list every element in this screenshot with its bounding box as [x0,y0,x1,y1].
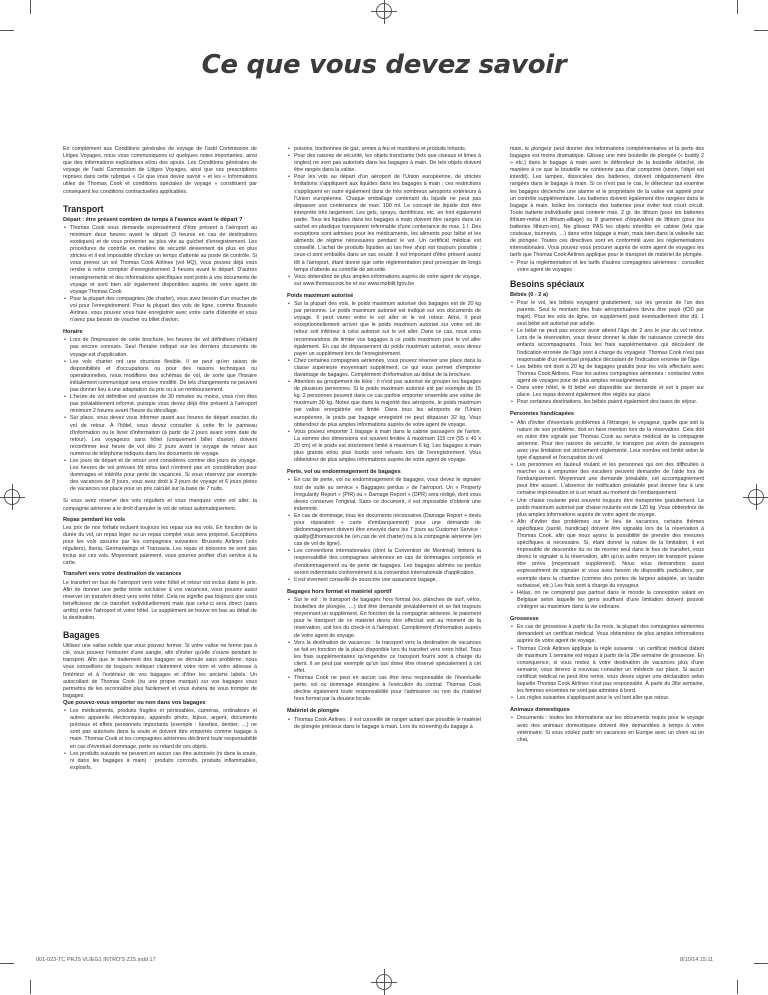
column-3 [510,146,704,749]
list-item: • Vous obtiendrez de plus amples informations auprès de votre agent de voyage, sur www.thomascook.be et sur www.mobilit fgov.be [294,274,481,288]
crop-mark [754,963,768,964]
list-item: • En cas de grossesse à partir du 6e mois, la plupart des compagnies aériennes demandent un certificat médical. Vous obtiendrez de plus amples informations auprès de votre agent de voyage. [517,624,704,645]
subheading-grossesse: Grossesse [510,616,539,623]
list-item: • Il est vivement conseillé de souscrire une assurance bagage. [294,577,481,584]
list-item: • Hélas, on ne comprend pas partout dans le monde la conception valant en Belgique selon laquelle les gens souffrant d'une limitation doivent pouvoir s'intégrer au maximum dans la vie ordinaire. [517,590,704,611]
list-item: • Pour certaines destinations, les bébés paient également des taxes de séjour. [517,399,704,406]
list-horaire [63,337,257,493]
list-item: • Les vols charter ont une structure flexible. Il se peut qu'en raison de disponibilités et d'occupations ou pour des raisons techniques ou opérationnelles, nous modifions des schémas de vol, de sorte que l'horaire initialement communiqué sera encore modifié. De tels changements ne peuvent pas donner lieu à une adaptation du prix ou à un remboursement. [70,359,257,394]
list-item: • Les jours de départ et de retour sont considérés comme des jours de voyage. Les heures de vol prévues tôt et/ou tard n'entrent pas en considération pour dommages et intérêts pour perte de vacances. Si vous réservez par exemple des vacances de 8 jours, vous avez droit à 2 jours de voyage et 6 jours pleins de vacances sur place pour un prix calculé sur la base de 7 nuits. [70,458,257,493]
paragraph-transfert: Le transfert en bus de l'aéroport vers votre hôtel et retour est inclus dans le prix. Afin de donner une petite teinte exclusive à vos vacances, vous pouvez aussi réserver un transfert direct vers votre hôtel. Cela ne signifie pas toujours que vous bénéficierez de ce transfert individuellement mais que celui-ci sera direct (sans arrêts) entre l'aéroport et votre hôtel. Le supplément se trouve en bas au détail de la destination. [63,579,257,622]
subheading-animaux: Animaux domestiques [510,707,570,714]
list-item: • Lors de l'impression de cette brochure, les heures de vol définitives n'étaient pas encore connues. Seul l'horaire indiqué sur les derniers documents de voyage est d'application. [70,337,257,358]
intro-paragraph: En complément aux Conditions générales de voyage de l'asbl Commission de Litiges Voyages, nous vous communiquons ici quelques notes importantes, ainsi que des informations explicatives et/ou des ajouts. Les Conditions générales de voyage de l'asbl Commission de Litiges Voyages, ainsi que ces prescriptions reprises dans cette rubrique « Ce que vous devez savoir » et les « Informations utiles de Thomas Cook et conditions spéciales de voyage » constituent par conséquent les conditions contractuelles applicables. [63,146,257,195]
list-item: • Dans votre hôtel, le lit bébé est disponible sur demande et est à payer sur place. Les repas doivent également être réglés sur place. [517,385,704,399]
subheading-emporter: Que pouvez-vous emporter ou non dans vos bagages [63,699,206,706]
list-item: • En cas de dommage, tous les documents nécessaires (Damage Report + devis pour réparation + carte d'embarquement) pour une demande de dédommagement doivent être envoyés dans les 7 jours au Customer Service : quality@thomascook.be (en cas de vol charter) ou à la compagnie aérienne (en cas de vol de ligne). [294,513,481,548]
list-depart [63,225,257,324]
footer-filename: 001-023-TC PRJS VLIEG1 INTRO'S Z15.indd 17 [36,957,156,963]
subheading-bebes: Bébés (0 - 2 a) [510,291,548,298]
subheading-transfert: Transfert vers votre destination de vacances [63,571,182,578]
list-reglementation [510,260,704,274]
list-item: • Les produits suivants ne peuvent en aucun cas être autorisés (ni dans la soute, ni dans les bagages à main) : produits corrosifs, produits inflammables, explosifs, [70,751,257,772]
subheading-poids: Poids maximum autorisé [287,292,354,299]
list-item: • En cas de perte, vol ou endommagement de bagages, vous devez le signaler tout de suite au service « Baggages perdus » de l'aéroport. Un « Property Irregularity Report » (PIR) ou « Damage Report » (DPR) sera rédigé, dont vous devez conserver l'original. Sans ce document, il est impossible d'obtenir une indemnité. [294,477,481,512]
column-2 [287,146,481,736]
list-item: • Une chaise roulante peut souvent toujours être transportée gratuitement. Le poids maximum autorisé par chaise roulante est de 120 kg. Vous obtiendrez de plus amples informations auprès de votre agent de voyage. [517,498,704,519]
column-1 [63,146,257,777]
paragraph-repas: Les prix de nos forfaits incluent toujours les repas sur les vols. En fonction de la durée du vol, un repas léger ou un repas complet vous sera proposé. Exceptions pour les vols assurés par les compagnies suivantes: Brussels Airlines (vols réguliers), Iberia, Germanwings et Transavia. Les repas et boissons ne sont pas inclus sur ces vols. Moyennant paiement, vous pourrez profiter d'un service à la carte. [63,524,257,567]
list-hors-format [287,597,481,703]
list-item: • Vous pouvez emporter 1 bagage à main dans la cabine passagers de l'avion. La somme des dimensions est souvent limitée à maximum 115 cm (55 x 40 x 20 cm) et le poids est strictement limité à maximum 6 kg. Les bagages à main plus grands et/ou plus lourds sont refusés lors de l'enregistrement. Vous obtiendrez de plus amples informations auprès de votre agent de voyage. [294,429,481,464]
crop-mark [754,30,768,31]
list-item: • poisons, bonbonnes de gaz, armes à feu et munitions et produits irritants. [294,146,481,153]
crop-mark [30,0,31,14]
registration-mark-right [748,489,764,505]
list-item: • Les bébés ont droit à 20 kg de bagages gratuits pour les vols effectués avec Thomas Cook Airlines. Pour les autres compagnies aériennes : contactez votre agent de voyages pour de plus amples renseignements. [517,364,704,385]
list-bebes [510,300,704,406]
list-item: • Thomas Cook Airlines applique la règle suivante : un certificat médical datant de maximum 1 semaine est requis à partir de la 28e semaine de grossesse. En conséquence, si vous restez à votre destination de vacances plus d'une semaine, vous devrez à nouveau consulter un médecin sur place. Si aucun certificat médical ne peut être remis, vous devez signer une déclaration selon laquelle Thomas Cook Airlines n'est pas responsable. À partir du 36e semaine, les femmes enceintes ne sont pas admises à bord. [517,646,704,696]
list-poids [287,301,481,464]
list-animaux [510,715,704,743]
subheading-repas: Repas pendant les vols [63,516,126,523]
subheading-hors-format: Bagages hors format et matériel sportif [287,588,392,595]
subheading-depart: Départ : être présent combien de temps à l'avance avant le départ ? [63,216,243,223]
list-item: • Pour la plupart des compagnies (de charter), vous avez besoin d'un voucher de vol pour l'enregistrement. Pour la plupart des vols de ligne, comme Brussels Airlines, vous pouvez vous faire enregistrer avec votre carte d'identité et vous n'avez pas besoin de voucher ou billet d'avion. [70,296,257,324]
paragraph-bagages: Utilisez une valise solide que vous pouvez fermer. Si votre valise ne ferme pas à clé, vous pouvez l'entourer d'une sangle, afin d'éviter qu'elle s'ouvre pendant le transport. Afin que le traitement des bagages se déroule sans problème, nous vous conseillons de toujours indiquer clairement votre nom et votre adresse à l'intérieur et à l'extérieur de vos bagages et d'ôter les anciens labels. Un autocollant de Thomas Cook (ou une propre marque) sur vos bagages vous permettra de les reconnaître plus facilement et vous évitera de vous tromper de bagages. [63,643,257,699]
list-grossesse [510,624,704,702]
list-item: • Pour des raisons de sécurité, les objets tranchants (tels que ciseaux et limes à ongles) ne sont pas autorisés dans les bagages à main. De tels objets doivent être rangés dans la valise. [294,153,481,174]
list-item: • Vers la destination de vacances : le transport vers la destination de vacances se fait en fonction de la place disponible lors du transfert vers votre hôtel. Tous les frais supplémentaires qu'engendre ce transport fourni sont à charge du client. Il se peut par exemple qu'un taxi doive être réservé spécialement à cet effet. [294,640,481,675]
crop-mark [737,0,738,14]
list-item: • Afin d'éviter d'éventuels problèmes à l'étranger, le voyageur, quelle que soit la nature de son problème, doit en faire mention lors de la réservation. Cela doit en outre être signalé par Thomas Cook au service médical de la compagnie aérienne. Pour des raisons de sécurité, le transport par avion de passagers avec une limitation est strictement réglementé. Leur nombre est limité selon le type d'appareil et l'occupation du vol. [517,420,704,463]
list-item: • Le bébé ne peut pas encore avoir atteint l'âge de 2 ans le jour du vol retour. Lors de la réservation, vous devez donner la date de naissance correcte des enfants accompagnants. Tous les frais supplémentaires qui découlent de l'indication erronée de l'âge sont à charge du voyageur. Thomas Cook n'est pas responsable d'un éventuel préjudice découlant de l'indication erronée de l'âge. [517,328,704,363]
paragraph-annulation: Si vous avez réservé des vols réguliers et vous manquez votre vol aller, la compagnie aérienne a le droit d'annuler le vol de retour automatiquement. [63,498,257,512]
list-item: • Documents : toutes les informations sur les documents requis pour le voyage avec des animaux domestiques doivent être demandées à temps à votre vétérinaire. Si vous voulez partir en vacances en Europe avec un chien ou un chat, [517,715,704,743]
list-restrictions [287,146,481,288]
list-item: • L'heure de vol définitive est avancée de 30 minutes ou moins, vous n'en êtes pas préalablement informé, puisque vous devez déjà être présent à l'aéroport minimum 2 heures avant l'heure du décollage. [70,394,257,415]
registration-mark-left [4,489,20,505]
paragraph-plongee-suite: main, le plongeur peut donner des informations complémentaires et la perte des bagages est moins dramatique. Glissez une mini bouteille de plongée (« buddy 2 » etc.) dans le bagage à main avec le détendeur de la bouteille détaché, de manière à ce que la bouteille ne contienne pas d'air comprimé (sinon, l'objet est interdit). Les lampes, dissociées des batteries, doivent obligatoirement être rangées dans le bagage à main. Si ce n'est pas le cas, le détecteur qui examine les bagages déclenche une alarme et le propriétaire de la valise est appelé pour un contrôle supplémentaire. Les batteries doivent également être rangées dans le bagage à main. Isolez les contacts des batteries pour éviter tout court circuit. Toute batterie individuelle peut contenir max. 2 gr. de lithium (pour les batteries lithium-métal et lithium-alliage) ou 8 grammes d'équivalent de lithium (pour les batteries lithium-ion). Ne glissez PAS les objets interdits en cabine (tels que couteaux, tournevis, …) dans votre bagage à main, mais bien dans la valise/le sac de plongée. Toutes ces directives sont en conformité avec les réglementations internationales. Vous pouvez vous procurer auprès de votre agent de voyages les tarifs que Thomas Cook Airlines applique pour le transport de matériel de plongée. [510,146,704,259]
subheading-handicapees: Personnes handicapées [510,411,575,418]
list-perte [287,477,481,583]
registration-mark-top [376,3,392,19]
section-heading-besoins: Besoins spéciaux [510,278,585,289]
list-item: • Les médicaments, produits fragiles et périssables, caméras, ordinateurs et autres appareils électroniques, appareils photo, bijoux, argent, documents précieux et effets personnels importants (exemple : lunettes, dentier, …) ne sont pas autorisés dans la soute et doivent être emportés comme bagage à main. Thomas Cook et les compagnies aériennes déclinent toute responsabilité en cas d'éventuel dommage, perte ou retard de ces objets. [70,708,257,751]
registration-mark-bottom [376,974,392,990]
subheading-perte: Perte, vol ou endommagement de bagages [287,469,401,476]
subheading-plongee: Matériel de plongée [287,708,340,715]
list-item: • Les personnes en fauteuil roulant et les personnes qui ont des difficultés à marcher ou à emprunter des escaliers peuvent demander de l'aide lors de l'embarquement. Moyennant une demande préalable, cet accompagnement peut être assuré. L'absence de notification préalable peut donner lieu à une certaine improvisation et à un retard au moment de l'embarquement. [517,462,704,497]
subheading-horaire: Horaire [63,329,83,336]
list-item: • Sur le vol : le transport de bagages hors format (ex. planches de surf, vélos, bouteilles de plongée, …) doit être demandé préalablement et se fait toujours moyennant un supplément. En fonction de la compagnie aérienne, le paiement pour le transport de ce matériel devra être effectué soit au moment de la réservation, soit lors du check-in à l'aéroport. Complément d'information auprès de votre agent de voyage. [294,597,481,640]
crop-mark [30,980,31,994]
list-item: • Sur place, vous devez vous informer quant aux heures de départ exactes du vol de retour. À l'hôtel, vous devez consulter à cette fin le panneau d'information ou le livret d'information (à partir de 2 jours avant votre date de retour). Les voyageurs sans hôtel (uniquement billet d'avion) doivent reconfirmer leur heure de vol dès 2 jours avant le voyage de retour aux numéros de téléphone indiqués dans les documents de voyage. [70,415,257,458]
crop-mark [737,980,738,994]
list-item: • Thomas Cook Airlines : il est conseillé de ranger autant que possible le matériel de plongée précieux dans le bagage à main. Lors du screening du bagage à [294,717,481,731]
footer-date: 8/10/14 15:11 [680,957,714,963]
list-item: • Pour les vols au départ d'un aéroport de l'Union européenne, de strictes limitations s'appliquent aux liquides dans les bagages à main ; ces restrictions s'appliquent en outre également dans de très nombreux aéroports extérieurs à l'Union européenne. Chaque emballage contenant du liquide ne peut pas dépasser une contenance de max. 100 ml. Le concept de liquide doit être interprété très largement. Les gels, sprays, dentifrices, etc. en font également partie. Tous les liquides dans les bagages à main doivent être rangés dans un sachet en plastique transparent refermable d'une contenance de max. 1 l. Des exceptions sont admises pour les médicaments, les aliments pour bébé et les aliments de régime nécessaires pendant le vol. Un certificat médical est conseillé. L'achat de produits liquides au tax free shop est toujours possible ; ceux-ci sont emballés dans un sac soudé. Il est important d'être présent assez tôt à l'aéroport, étant donné que cette réglementation peut provoquer de longs temps d'attente au contrôle de sécurité. [294,174,481,273]
crop-mark [0,963,14,964]
list-item: • Thomas Cook ne peut en aucun cas être tenu responsable de l'éventuelle perte, vol ou dommage étrangère à l'exécution du contrat. Thomas Cook décline également toute responsabilité pour l'admission ou non du matériel hors format par la douane locale. [294,675,481,703]
list-item: • Afin d'éviter des problèmes sur le lieu de vacances, certains thèmes spécifiques (santé, handicap) doivent être signalés lors de la réservation à Thomas Cook, afin que nous ayons la possibilité de prendre des mesures spécifiques si nécessaire. Si, étant donné la nature de la limitation, il est impossible de descendre du ou de monter seul dans le bus de transfert, vous devez le signaler à la réservation, afin qu'un autre moyen de transport puisse être prévu (moyennant supplément). Nous vous demandons aussi expressément de signaler si vous avez besoin de dispositifs particuliers, par exemple dans la chambre (comme des portes de largeur adaptée, un lavabo surbaissé, etc.) Les frais sont à charge du voyageur. [517,519,704,590]
crop-mark [0,30,14,31]
list-bagages [63,708,257,772]
list-item: • Thomas Cook vous demande expressément d'être présent à l'aéroport au minimum deux heures avant le départ (3 heures en cas de destinations exotiques) et de vous présenter au plus vite au guichet d'enregistrement. Les procédures de contrôle en matière de sécurité deviennent de plus en plus strictes et il est impossible d'inclure un temps d'attente au poste de contrôle. Si vous prenez un vol Thomas Cook Airlines (vol HQ), vous pouvez déjà vous rendre à notre comptoir d'enregistrement 3 heures avant le départ. D'autres renseignements et des informations spécifiques sont joints à vos documents de voyage et sont bien sûr également disponibles auprès de votre agent de voyage Thomas Cook. [70,225,257,296]
list-item: • Pour la réglementation et les tarifs d'autres compagnies aériennes : consultez votre agent de voyages [517,260,704,274]
section-heading-bagages: Bagages [63,630,100,641]
list-item: • Chez certaines compagnies aériennes, vous pouvez réserver une place dans la classe supérieure moyennant supplément, ce qui vous permet d'emporter davantage de bagages. Complément d'information au début de la brochure. [294,358,481,379]
list-handicapees [510,420,704,612]
list-item: • Les conventions internationales (dont la Convention de Montréal) limitent la responsabilité des compagnies aériennes en cas de dommages corporels et d'endommagement ou de perte de bagages. Les bagages abîmés ou perdus seront indemnisés conformément à la convention internationale d'application. [294,548,481,576]
list-item: • Les règles suivantes s'appliquent pour le vol tant aller que retour. [517,695,704,702]
list-item: • Sur la plupart des vols, le poids maximum autorisé des bagages est de 20 kg par personne. Le poids maximum autorisé est indiqué sur vos documents de voyage. Il peut varier entre le vol aller et le vol retour. Ainsi, il peut exceptionnellement arriver que le poids maximum autorisé sur votre vol de retour soit inférieur à celui autorisé sur le vol aller. Dans ce cas, nous vous recommandons de limiter vos bagages à ce poids maximum pour le vol aller également. En cas de dépassement du poids maximum autorisé, vous devez payer un supplément lors de l'enregistrement. [294,301,481,358]
list-plongee [287,717,481,731]
section-heading-transport: Transport [63,203,104,214]
page-title: Ce que vous devez savoir [201,50,567,80]
list-item: • Pour le vol, les bébés voyagent gratuitement, sur les genoux de l'un des parents. Seul le montant des frais aéroportuaires devra être payé (€30 par trajet). Pour les vols de ligne, un supplément peut éventuellement être dû. 1 seul bébé est autorisé par adulte. [517,300,704,328]
list-item: • Attention au groupement de kilos : il n'est pas autorisé de grouper les bagages de plusieurs personnes. Si le poids maximum autorisé est par exemple de 15 kg, 2 personnes peuvent dans ce cas parfois emporter ensemble une valise de maximum 30 kg. Notez que dans la majorité des aéroports, le poids maximum par valise enregistrée est limité. Dans tous les aéroports de l'Union européenne, le poids par bagage enregistré ne peut dépasser 32 kg. Vous obtiendrez de plus amples informations auprès de votre agent de voyage. [294,379,481,429]
